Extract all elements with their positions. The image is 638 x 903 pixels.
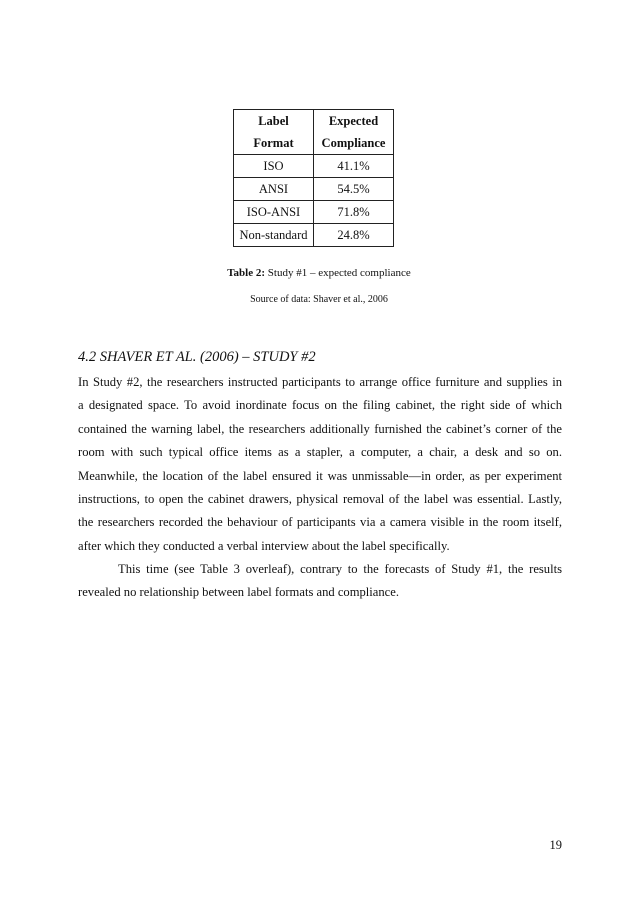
compliance-table — [233, 109, 394, 247]
table-source-note: Source of data: Shaver et al., 2006 — [250, 294, 388, 305]
paragraph-line: a designated space. To avoid inordinate focus on the filing cabinet, the right side of which — [78, 398, 562, 413]
table-cell-format: Non-standard — [234, 224, 314, 247]
table-cell-compliance: 41.1% — [314, 155, 394, 178]
paragraph-line: the researchers recorded the behaviour of participants via a camera visible in the room itself, — [78, 515, 562, 530]
paragraph-line: contained the warning label, the researchers additionally furnished the cabinet’s corner of the — [78, 421, 562, 436]
table-cell-format: ISO-ANSI — [234, 201, 314, 224]
header-label-format — [234, 110, 314, 155]
table-cell-compliance: 24.8% — [314, 224, 394, 247]
paragraph-line: room with such typical office items as a stapler, a computer, a chair, a desk and so on. — [78, 445, 562, 460]
header-text: Label — [258, 114, 289, 128]
table-cell-format: ANSI — [234, 178, 314, 201]
body-paragraph — [78, 558, 562, 605]
table-cell-compliance: 71.8% — [314, 201, 394, 224]
caption-text: Study #1 – expected compliance — [265, 267, 411, 279]
section-heading: 4.2 SHAVER ET AL. (2006) – STUDY #2 — [78, 349, 316, 365]
table-header-row — [234, 110, 394, 155]
table-row — [234, 201, 394, 224]
paragraph-line: instructions, to open the cabinet drawers, physical removal of the label was essential. Lastly, — [78, 491, 562, 506]
paragraph-line: Meanwhile, the location of the label ensured it was unmissable—in order, as per experiment — [78, 468, 562, 483]
caption-label: Table 2: — [227, 267, 266, 279]
header-expected-compliance — [314, 110, 394, 155]
header-text: Format — [253, 136, 294, 150]
paragraph-line: after which they conducted a verbal interview about the label specifically. — [78, 538, 450, 553]
table-cell-compliance: 54.5% — [314, 178, 394, 201]
paragraph-line: This time (see Table 3 overleaf), contrary to the forecasts of Study #1, the results — [118, 562, 562, 576]
header-text: Expected — [328, 114, 379, 128]
table-cell-format: ISO — [234, 155, 314, 178]
paragraph-line: In Study #2, the researchers instructed participants to arrange office furniture and supplies in — [78, 375, 562, 389]
table-row — [234, 224, 394, 247]
compliance-table-container — [233, 109, 394, 247]
header-text: Compliance — [321, 136, 386, 150]
body-paragraph — [78, 371, 562, 558]
table-caption — [0, 267, 638, 279]
table-row — [234, 155, 394, 178]
paragraph-line: revealed no relationship between label formats and compliance. — [78, 585, 400, 600]
table-row — [234, 178, 394, 201]
page-number: 19 — [549, 838, 562, 852]
